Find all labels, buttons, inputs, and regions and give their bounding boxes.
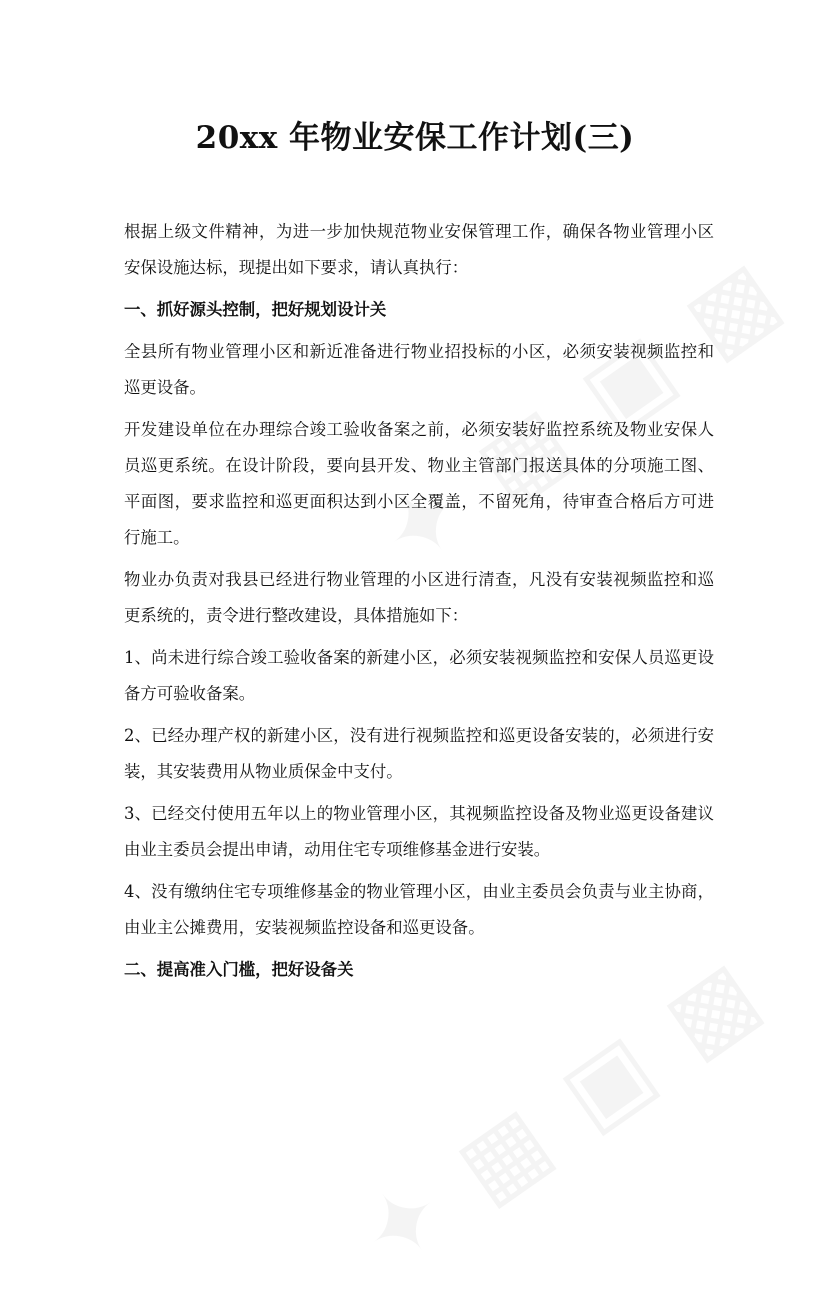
document-body [124, 214, 714, 994]
document-title: 20xx 年物业安保工作计划(三) [195, 120, 635, 156]
list-item-4: 4、没有缴纳住宅专项维修基金的物业管理小区，由业主委员会负责与业主协商，由业主公摊费用，安装视频监控设备和巡更设备。 [124, 882, 714, 937]
list-item-2: 2、已经办理产权的新建小区，没有进行视频监控和巡更设备安装的，必须进行安装，其安装费用从物业质保金中支付。 [124, 726, 714, 781]
section-heading-1: 一、抓好源头控制，把好规划设计关 [124, 300, 387, 319]
paragraph: 开发建设单位在办理综合竣工验收备案之前，必须安装好监控系统及物业安保人员巡更系统。在设计阶段，要向县开发、物业主管部门报送具体的分项施工图、平面图，要求监控和巡更面积达到小区全覆盖，不留死角，待审查合格后方可进行施工。 [124, 420, 714, 547]
paragraph: 物业办负责对我县已经进行物业管理的小区进行清查，凡没有安装视频监控和巡更系统的，责令进行整改建设，具体措施如下： [124, 570, 714, 625]
paragraph-intro: 根据上级文件精神，为进一步加快规范物业安保管理工作，确保各物业管理小区安保设施达标，现提出如下要求，请认真执行： [124, 222, 714, 277]
list-item-3: 3、已经交付使用五年以上的物业管理小区，其视频监控设备及物业巡更设备建议由业主委员会提出申请，动用住宅专项维修基金进行安装。 [124, 804, 714, 859]
paragraph: 全县所有物业管理小区和新近准备进行物业招投标的小区，必须安装视频监控和巡更设备。 [124, 342, 714, 397]
section-heading-2: 二、提高准入门槛，把好设备关 [124, 960, 354, 979]
list-item-1: 1、尚未进行综合竣工验收备案的新建小区，必须安装视频监控和安保人员巡更设备方可验收备案。 [124, 648, 714, 703]
